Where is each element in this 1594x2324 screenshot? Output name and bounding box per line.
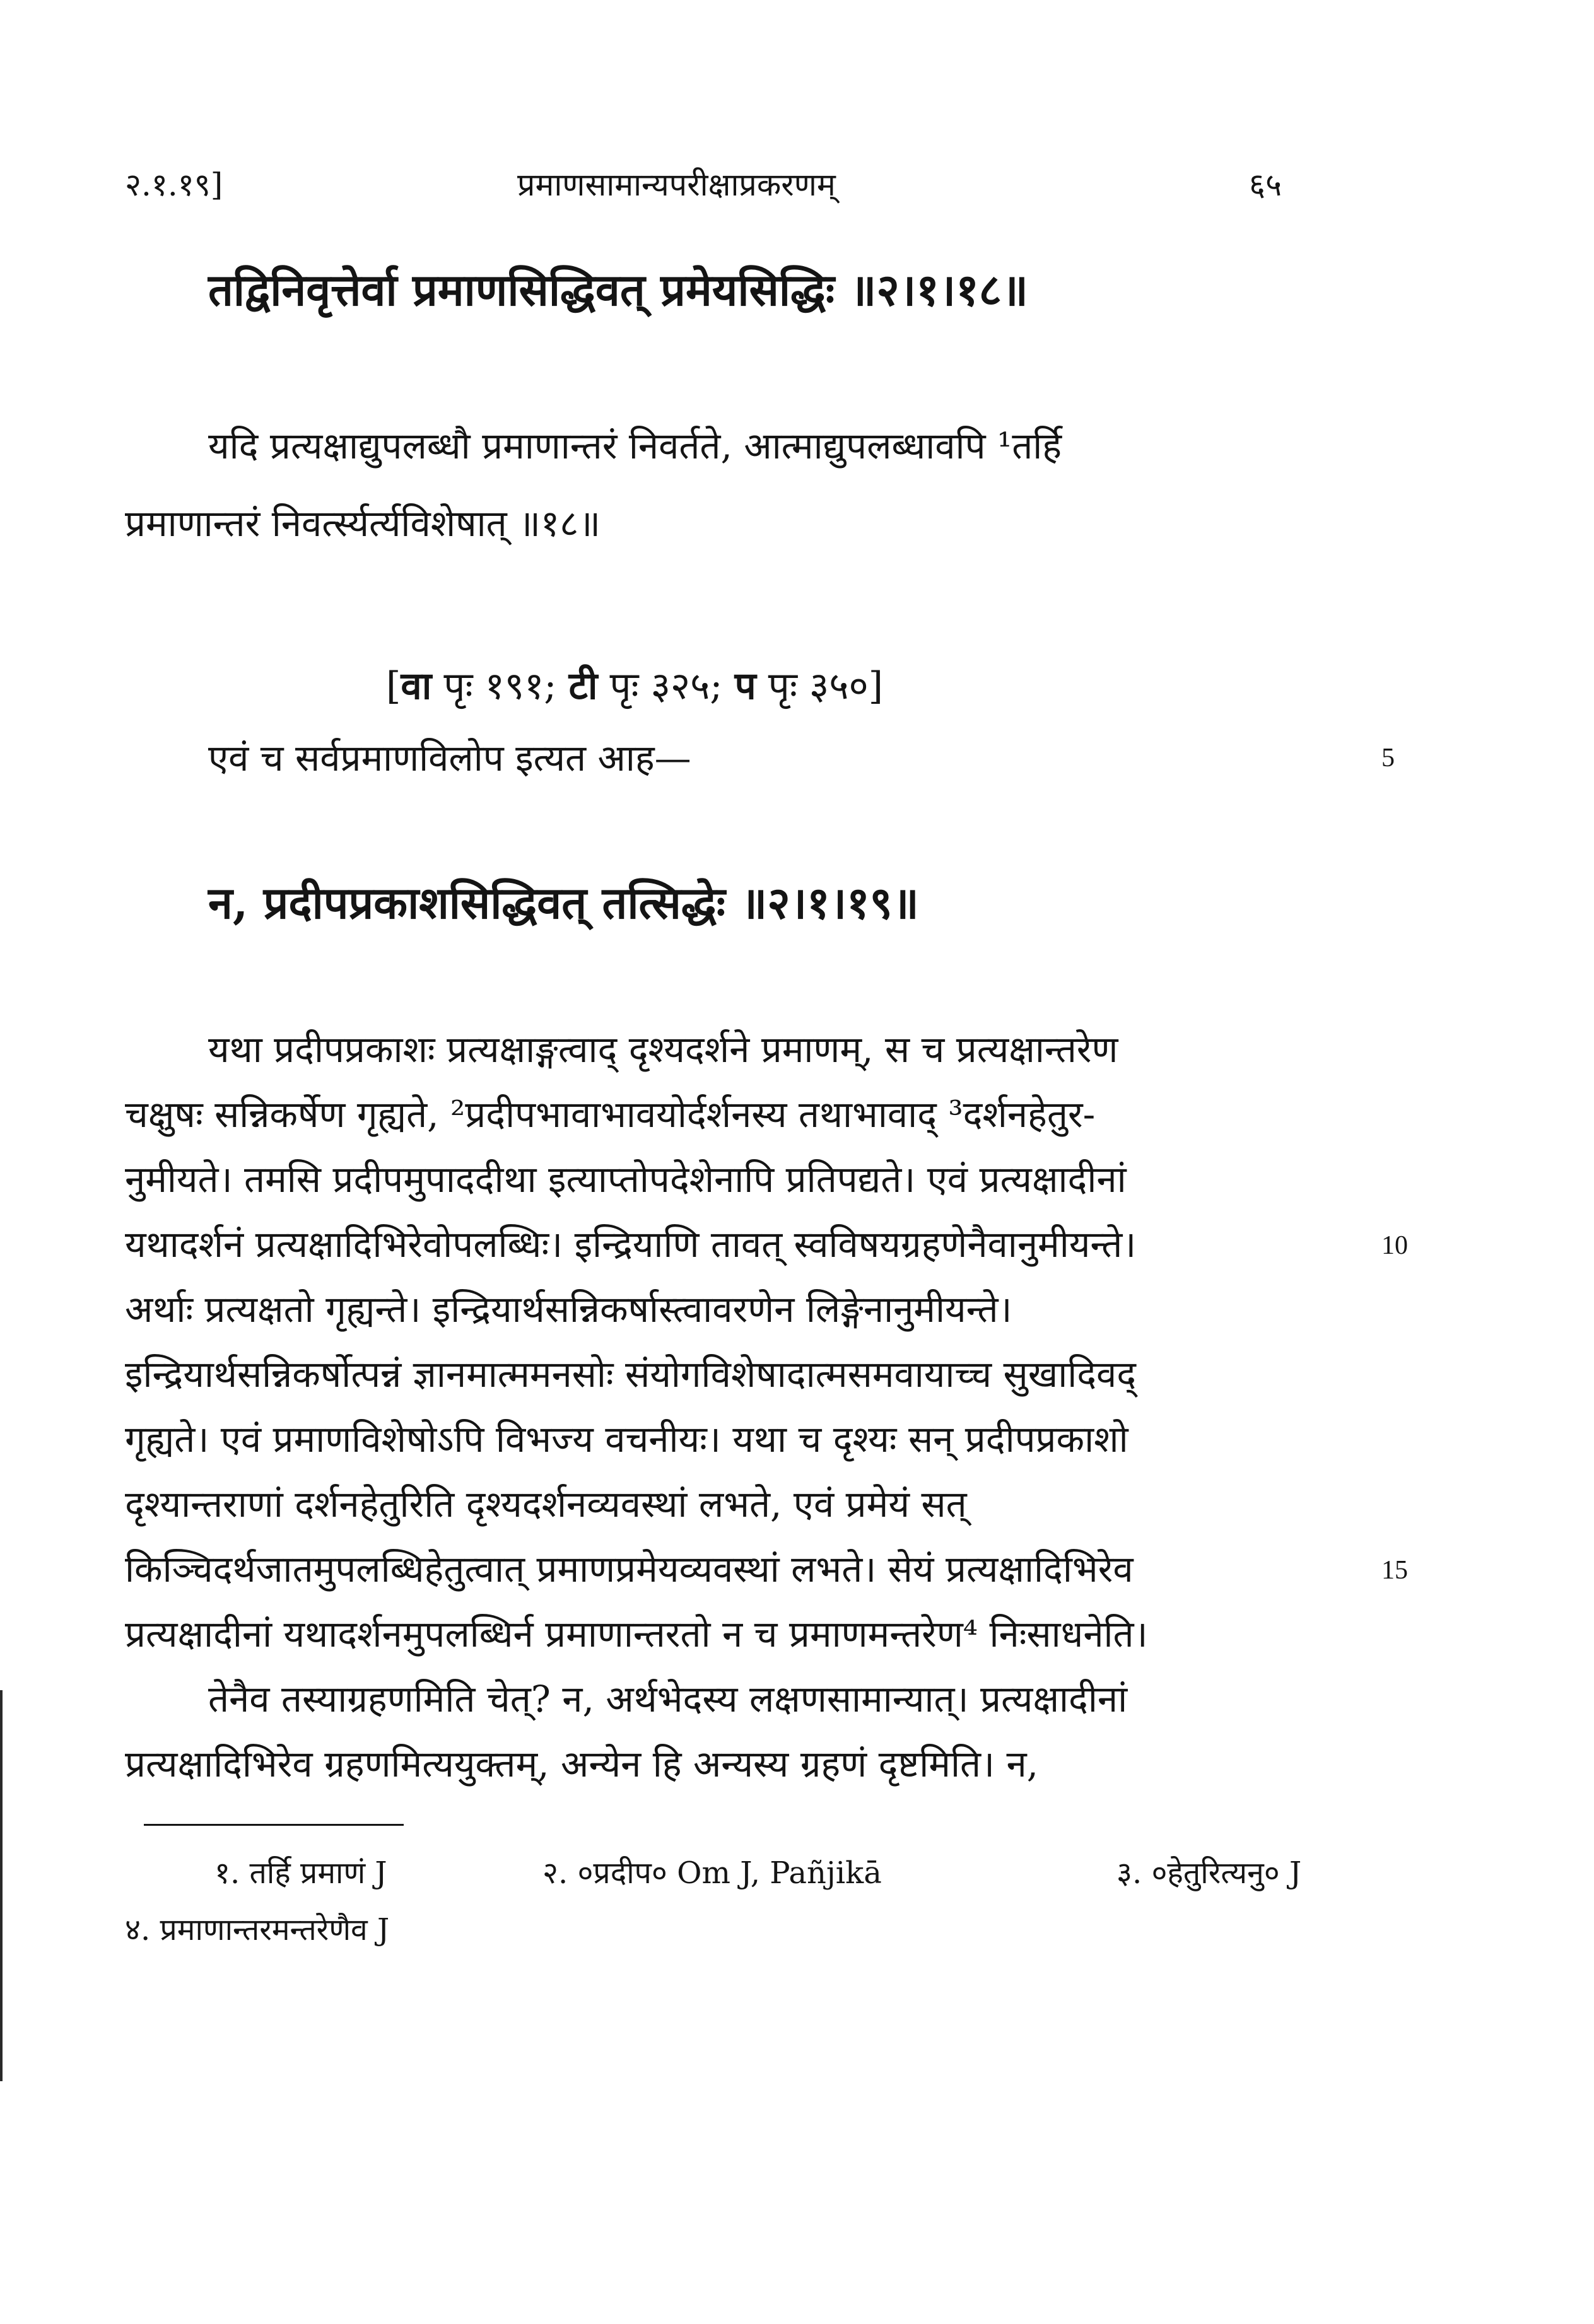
reference-ti-page: पृः ३२५; bbox=[609, 664, 723, 708]
reference-line bbox=[386, 655, 883, 718]
reference-ti: टी bbox=[568, 664, 598, 708]
reference-pa-page: पृः ३५०] bbox=[768, 664, 884, 708]
reference-open: [ bbox=[386, 664, 401, 708]
line-number-5: 5 bbox=[1381, 744, 1395, 773]
commentary-19-line-5: अर्थाः प्रत्यक्षतो गृह्यन्ते। इन्द्रियार्थसन्निकर्षास्त्वावरणेन लिङ्गेनानुमीयन्ते। bbox=[125, 1288, 1012, 1331]
footnote-3: ३. ०हेतुरित्यनु० J bbox=[1116, 1855, 1302, 1891]
commentary-19-line-2: चक्षुषः सन्निकर्षेण गृह्यते, ²प्रदीपभावाभावयोर्दर्शनस्य तथाभावाद् ³दर्शनहेतुर- bbox=[125, 1093, 1096, 1136]
commentary-19-line-11: तेनैव तस्याग्रहणमिति चेत्? न, अर्थभेदस्य लक्षणसामान्यात्। प्रत्यक्षादीनां bbox=[208, 1678, 1128, 1720]
reference-pa: प bbox=[734, 664, 756, 708]
commentary-18-line-2: प्रमाणान्तरं निवर्त्स्यर्त्यविशेषात् ॥१८॥ bbox=[125, 502, 601, 545]
header-chapter-title: प्रमाणसामान्यपरीक्षाप्रकरणम् bbox=[517, 166, 836, 203]
header-section-ref: २.१.१९] bbox=[125, 166, 223, 203]
commentary-19-line-4: यथादर्शनं प्रत्यक्षादिभिरेवोपलब्धिः। इन्द्रियाणि तावत् स्वविषयग्रहणेनैवानुमीयन्ते। bbox=[125, 1223, 1137, 1266]
footnote-rule bbox=[144, 1824, 404, 1826]
commentary-19-line-7: गृह्यते। एवं प्रमाणविशेषोऽपि विभज्य वचनीयः। यथा च दृश्यः सन् प्रदीपप्रकाशो bbox=[125, 1418, 1128, 1461]
commentary-19-line-8: दृश्यान्तराणां दर्शनहेतुरिति दृश्यदर्शनव्यवस्थां लभते, एवं प्रमेयं सत् bbox=[125, 1483, 967, 1526]
commentary-19-line-3: नुमीयते। तमसि प्रदीपमुपाददीथा इत्याप्तोपदेशेनापि प्रतिपद्यते। एवं प्रत्यक्षादीनां bbox=[125, 1158, 1127, 1201]
commentary-19-line-1: यथा प्रदीपप्रकाशः प्रत्यक्षाङ्गत्वाद् दृश्यदर्शने प्रमाणम्, स च प्रत्यक्षान्तरेण bbox=[208, 1028, 1118, 1071]
intro-19: एवं च सर्वप्रमाणविलोप इत्यत आह— bbox=[208, 737, 691, 780]
line-number-15: 15 bbox=[1381, 1556, 1408, 1585]
commentary-18-line-1: यदि प्रत्यक्षाद्युपलब्धौ प्रमाणान्तरं निवर्तते, आत्माद्युपलब्धावपि ¹तर्हि bbox=[208, 424, 1062, 467]
footnote-2: २. ०प्रदीप० Om J, Pañjikā bbox=[542, 1855, 882, 1891]
commentary-19-line-6: इन्द्रियार्थसन्निकर्षोत्पन्नं ज्ञानमात्ममनसोः संयोगविशेषादात्मसमवायाच्च सुखादिवद् bbox=[125, 1353, 1137, 1396]
footnote-1: १. तर्हि प्रमाणं J bbox=[214, 1855, 387, 1891]
commentary-19-line-12: प्रत्यक्षादिभिरेव ग्रहणमित्ययुक्तम्, अन्येन हि अन्यस्य ग्रहणं दृष्टमिति। न, bbox=[125, 1743, 1039, 1785]
commentary-19-line-10: प्रत्यक्षादीनां यथादर्शनमुपलब्धिर्न प्रमाणान्तरतो न च प्रमाणमन्तरेण⁴ निःसाधनेति। bbox=[125, 1613, 1148, 1655]
reference-va-page: पृः १९१; bbox=[443, 664, 557, 708]
reference-va: वा bbox=[401, 664, 432, 708]
commentary-19-line-9: किञ्चिदर्थजातमुपलब्धिहेतुत्वात् प्रमाणप्रमेयव्यवस्थां लभते। सेयं प्रत्यक्षादिभिरेव bbox=[125, 1548, 1134, 1591]
sutra-19: न, प्रदीपप्रकाशसिद्धिवत् तत्सिद्धेः ॥२।१।१९॥ bbox=[208, 877, 919, 929]
sutra-18: तद्विनिवृत्तेर्वा प्रमाणसिद्धिवत् प्रमेयसिद्धिः ॥२।१।१८॥ bbox=[208, 264, 1028, 316]
footnote-4: ४. प्रमाणान्तरमन्तरेणैव J bbox=[125, 1912, 390, 1947]
line-number-10: 10 bbox=[1381, 1231, 1408, 1260]
header-page-number: ६५ bbox=[1249, 166, 1282, 203]
page-edge-shadow bbox=[0, 1690, 3, 2081]
